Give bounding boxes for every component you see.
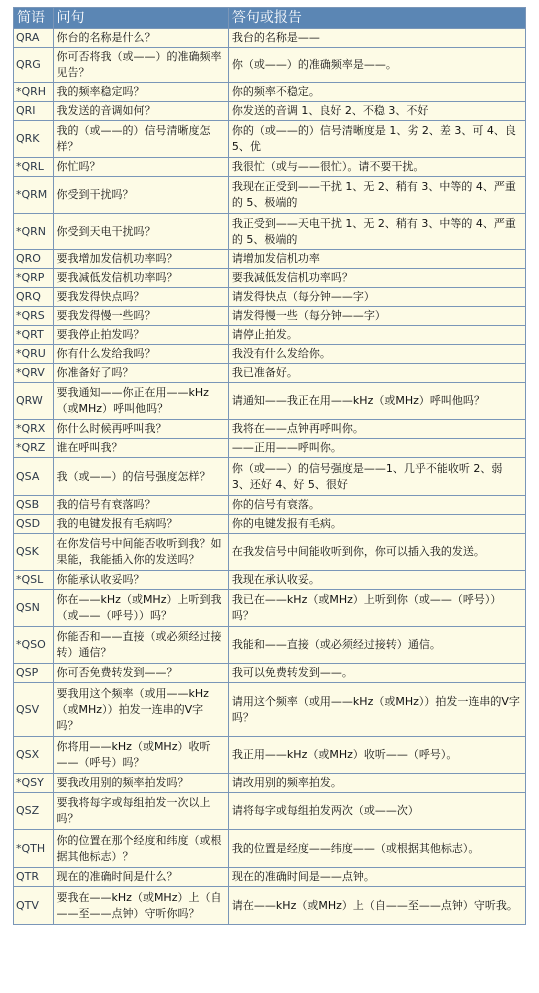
answer-cell: 你的电键发报有毛病。 [228, 515, 525, 534]
question-cell: 你将用——kHz（或MHz）收听——（呼号）吗？ [53, 737, 228, 774]
code-cell: *QRH [14, 83, 54, 102]
question-cell: 我的频率稳定吗？ [53, 83, 228, 102]
question-cell: 我的电键发报有毛病吗？ [53, 515, 228, 534]
answer-cell: 我已在——kHz（或MHz）上听到你（或——（呼号））吗？ [228, 590, 525, 627]
answer-cell: 我将在——点钟再呼叫你。 [228, 420, 525, 439]
table-row [14, 288, 526, 307]
table-header-row [14, 8, 526, 29]
question-cell: 你有什么发给我吗？ [53, 345, 228, 364]
code-cell: *QSY [14, 774, 54, 793]
answer-cell: 在我发信号中间能收听到你，你可以插入我的发送。 [228, 534, 525, 571]
answer-cell: 请在——kHz（或MHz）上（自——至——点钟）守听我。 [228, 887, 525, 925]
answer-cell: 你的（或——的）信号清晰度是 1、劣 2、差 3、可 4、良 5、优 [228, 121, 525, 158]
code-cell: QTV [14, 887, 54, 925]
table-row [14, 177, 526, 214]
table-row [14, 664, 526, 683]
code-cell: QSK [14, 534, 54, 571]
question-cell: 要我发得慢一些吗？ [53, 307, 228, 326]
table-row [14, 214, 526, 250]
answer-cell: 我很忙（或与——很忙）。请不要干扰。 [228, 158, 525, 177]
code-cell: *QSO [14, 627, 54, 664]
code-cell: *QTH [14, 830, 54, 868]
code-cell: QRK [14, 121, 54, 158]
code-cell: *QSL [14, 571, 54, 590]
question-cell: 要我通知——你正在用——kHz（或MHz）呼叫他吗？ [53, 383, 228, 420]
code-cell: QRA [14, 29, 54, 48]
table-row [14, 515, 526, 534]
table-row [14, 887, 526, 925]
code-cell: QTR [14, 868, 54, 887]
question-cell: 现在的准确时间是什么？ [53, 868, 228, 887]
answer-cell: 请改用别的频率拍发。 [228, 774, 525, 793]
table-row [14, 793, 526, 830]
answer-cell: 你（或——）的准确频率是——。 [228, 48, 525, 83]
answer-cell: 我现在正受到——干扰 1、无 2、稍有 3、中等的 4、严重的 5、极端的 [228, 177, 525, 214]
question-cell: 你能承认收妥吗？ [53, 571, 228, 590]
table-row [14, 345, 526, 364]
code-cell: *QRN [14, 214, 54, 250]
answer-cell: 请用这个频率（或用——kHz（或MHz））拍发一连串的V字吗？ [228, 683, 525, 737]
table-row [14, 868, 526, 887]
question-cell: 你忙吗？ [53, 158, 228, 177]
code-cell: QSZ [14, 793, 54, 830]
question-cell: 要我将每字或每组拍发一次以上吗？ [53, 793, 228, 830]
answer-cell: 请增加发信机功率 [228, 250, 525, 269]
table-row [14, 269, 526, 288]
code-cell: *QRL [14, 158, 54, 177]
qcode-table-container [13, 7, 526, 925]
code-cell: *QRX [14, 420, 54, 439]
qcode-table [13, 7, 526, 925]
table-row [14, 83, 526, 102]
question-cell: 你在——kHz（或MHz）上听到我（或——（呼号））吗？ [53, 590, 228, 627]
header-question: 问句 [53, 8, 228, 29]
code-cell: QRG [14, 48, 54, 83]
answer-cell: 我台的名称是—— [228, 29, 525, 48]
answer-cell: 请发得慢一些（每分钟——字） [228, 307, 525, 326]
answer-cell: ——正用——呼叫你。 [228, 439, 525, 458]
code-cell: QSP [14, 664, 54, 683]
code-cell: QRQ [14, 288, 54, 307]
code-cell: *QRM [14, 177, 54, 214]
code-cell: QSN [14, 590, 54, 627]
answer-cell: 我没有什么发给你。 [228, 345, 525, 364]
table-row [14, 48, 526, 83]
table-row [14, 326, 526, 345]
code-cell: QSV [14, 683, 54, 737]
question-cell: 你可否免费转发到——？ [53, 664, 228, 683]
code-cell: QSX [14, 737, 54, 774]
answer-cell: 请将每字或每组拍发两次（或——次） [228, 793, 525, 830]
code-cell: QSD [14, 515, 54, 534]
table-row [14, 439, 526, 458]
table-row [14, 29, 526, 48]
question-cell: 你受到干扰吗？ [53, 177, 228, 214]
code-cell: QSB [14, 496, 54, 515]
header-answer: 答句或报告 [228, 8, 525, 29]
question-cell: 你能否和——直接（或必须经过接转）通信？ [53, 627, 228, 664]
table-row [14, 627, 526, 664]
question-cell: 你什么时候再呼叫我？ [53, 420, 228, 439]
table-row [14, 383, 526, 420]
question-cell: 要我改用别的频率拍发吗？ [53, 774, 228, 793]
code-cell: *QRZ [14, 439, 54, 458]
question-cell: 要我在——kHz（或MHz）上（自——至——点钟）守听你吗？ [53, 887, 228, 925]
header-code: 简语 [14, 8, 54, 29]
answer-cell: 现在的准确时间是——点钟。 [228, 868, 525, 887]
question-cell: 在你发信号中间能否收听到我？如果能，我能插入你的发送吗？ [53, 534, 228, 571]
question-cell: 你的位置在那个经度和纬度（或根据其他标志）？ [53, 830, 228, 868]
table-row [14, 830, 526, 868]
code-cell: *QRV [14, 364, 54, 383]
answer-cell: 要我减低发信机功率吗？ [228, 269, 525, 288]
answer-cell: 我现在承认收妥。 [228, 571, 525, 590]
answer-cell: 我正用——kHz（或MHz）收听——（呼号）。 [228, 737, 525, 774]
code-cell: *QRU [14, 345, 54, 364]
question-cell: 要我发得快点吗？ [53, 288, 228, 307]
question-cell: 我发送的音调如何？ [53, 102, 228, 121]
code-cell: *QRT [14, 326, 54, 345]
answer-cell: 我的位置是经度——纬度——（或根据其他标志）。 [228, 830, 525, 868]
question-cell: 你台的名称是什么？ [53, 29, 228, 48]
question-cell: 我（或——）的信号强度怎样？ [53, 458, 228, 496]
question-cell: 你可否将我（或——）的准确频率见告？ [53, 48, 228, 83]
table-row [14, 534, 526, 571]
table-row [14, 420, 526, 439]
question-cell: 要我增加发信机功率吗？ [53, 250, 228, 269]
answer-cell: 请通知——我正在用——kHz（或MHz）呼叫他吗？ [228, 383, 525, 420]
answer-cell: 我正受到——天电干扰 1、无 2、稍有 3、中等的 4、严重的 5、极端的 [228, 214, 525, 250]
question-cell: 要我停止拍发吗？ [53, 326, 228, 345]
table-row [14, 250, 526, 269]
answer-cell: 我已准备好。 [228, 364, 525, 383]
question-cell: 我的信号有衰落吗？ [53, 496, 228, 515]
table-row [14, 683, 526, 737]
table-row [14, 307, 526, 326]
code-cell: QRW [14, 383, 54, 420]
table-row [14, 571, 526, 590]
table-row [14, 364, 526, 383]
table-row [14, 458, 526, 496]
answer-cell: 我可以免费转发到——。 [228, 664, 525, 683]
answer-cell: 请停止拍发。 [228, 326, 525, 345]
answer-cell: 你的频率不稳定。 [228, 83, 525, 102]
table-row [14, 496, 526, 515]
question-cell: 我的（或——的）信号清晰度怎样？ [53, 121, 228, 158]
table-row [14, 737, 526, 774]
table-row [14, 774, 526, 793]
answer-cell: 你的信号有衰落。 [228, 496, 525, 515]
code-cell: *QRP [14, 269, 54, 288]
answer-cell: 请发得快点（每分钟——字） [228, 288, 525, 307]
code-cell: *QRS [14, 307, 54, 326]
code-cell: QRO [14, 250, 54, 269]
question-cell: 你受到天电干扰吗？ [53, 214, 228, 250]
table-row [14, 158, 526, 177]
question-cell: 要我减低发信机功率吗？ [53, 269, 228, 288]
code-cell: QSA [14, 458, 54, 496]
table-row [14, 102, 526, 121]
question-cell: 要我用这个频率（或用——kHz（或MHz））拍发一连串的V字吗？ [53, 683, 228, 737]
answer-cell: 我能和——直接（或必须经过接转）通信。 [228, 627, 525, 664]
question-cell: 谁在呼叫我？ [53, 439, 228, 458]
question-cell: 你准备好了吗？ [53, 364, 228, 383]
table-row [14, 121, 526, 158]
answer-cell: 你发送的音调 1、良好 2、不稳 3、不好 [228, 102, 525, 121]
table-row [14, 590, 526, 627]
answer-cell: 你（或——）的信号强度是——1、几乎不能收听 2、弱 3、还好 4、好 5、很好 [228, 458, 525, 496]
code-cell: QRI [14, 102, 54, 121]
